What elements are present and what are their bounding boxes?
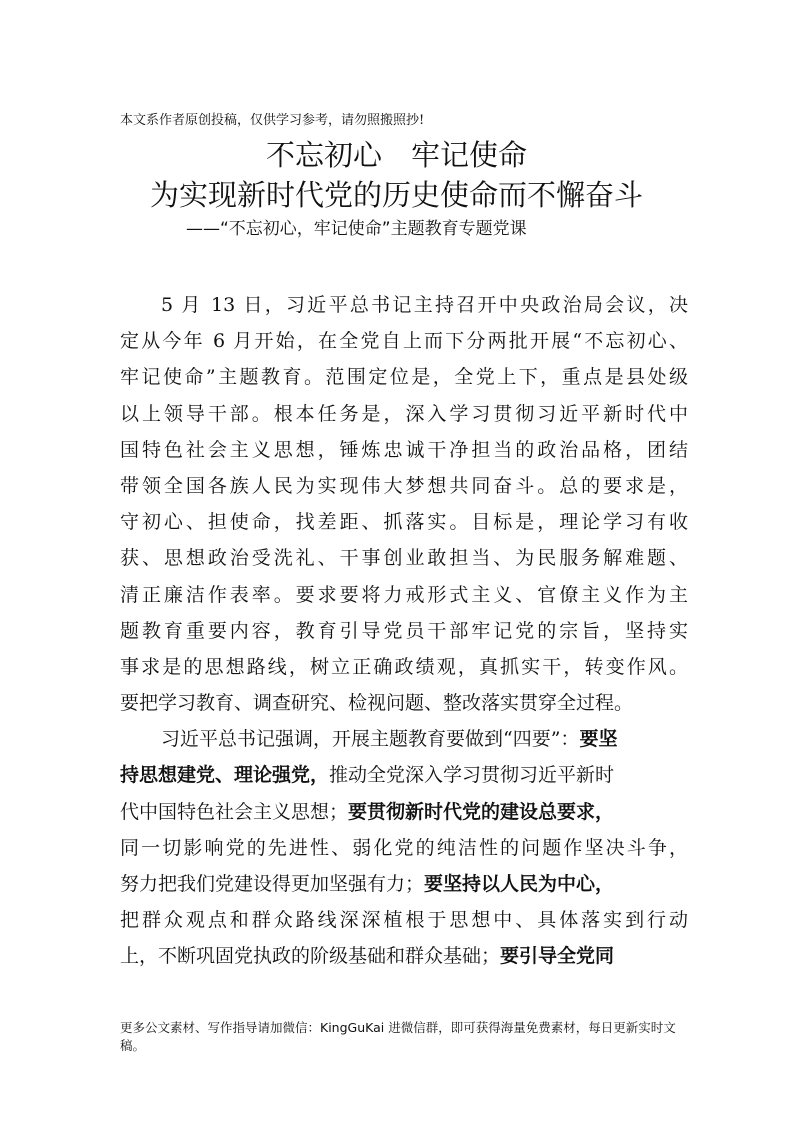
title-line-1: 不忘初心 牢记使命: [265, 138, 527, 172]
footer-note: 更多公文素材、写作指导请加微信：KingGuKai 进微信群，即可获得海量免费素材，每日更新实时文稿。: [120, 1020, 676, 1053]
text-run: 代中国特色社会主义思想；: [120, 800, 349, 823]
paragraph-line: [120, 721, 688, 757]
text-run: 上，不断巩固党执政的阶级基础和群众基础；: [120, 945, 501, 968]
paragraph-line: 5 月 13 日，习近平总书记主持召开中央政治局会议，决: [161, 294, 688, 316]
paragraph-line: [120, 902, 688, 938]
paragraph-line: [120, 830, 688, 866]
paragraph-line: 题教育重要内容，教育引导党员干部牢记党的宗旨，坚持实: [120, 619, 688, 642]
paragraph-line: [120, 757, 688, 793]
paragraph-line: [120, 938, 688, 974]
paragraph-line: [120, 866, 688, 902]
title-line-2: 为实现新时代党的历史使命而不懈奋斗: [149, 178, 643, 212]
text-run: 习近平总书记强调，开展主题教育要做到“四要”：: [161, 728, 580, 751]
paragraph-line: 要把学习教育、调查研究、检视问题、整改落实贯穿全过程。: [120, 692, 634, 715]
paragraph-line: [120, 794, 688, 830]
paragraph-line: 守初心、担使命，找差距、抓落实。目标是，理论学习有收: [120, 511, 688, 534]
bold-text-run: 要贯彻新时代党的建设总要求，: [348, 800, 615, 823]
body-text: [120, 287, 688, 975]
paragraph-line: 定从今年 6 月开始，在全党自上而下分两批开展“不忘初心、: [120, 330, 688, 353]
paragraph-line: 获、思想政治受洗礼、干事创业敢担当、为民服务解难题、: [120, 547, 688, 570]
text-run: 努力把我们党建设得更加坚强有力；: [120, 873, 425, 895]
bold-text-run: 持思想建党、理论强党，: [120, 764, 330, 787]
paragraph-line: 牢记使命”主题教育。范围定位是，全党上下，重点是县处级: [120, 366, 688, 389]
paragraph-line: 国特色社会主义思想，锤炼忠诚干净担当的政治品格，团结: [120, 438, 688, 461]
bold-text-run: 要坚: [579, 728, 618, 751]
subtitle: ——“不忘初心，牢记使命”主题教育专题党课: [186, 219, 527, 239]
bold-text-run: 要引导全党同: [500, 945, 615, 968]
paragraph-line: 清正廉洁作表率。要求要将力戒形式主义、官僚主义作为主: [120, 583, 688, 606]
paragraph-line: 以上领导干部。根本任务是，深入学习贯彻习近平新时代中: [120, 402, 688, 425]
bold-text-run: 要坚持以人民为中心，: [424, 873, 615, 895]
copyright-notice: 本文系作者原创投稿，仅供学习参考，请勿照搬照抄!: [120, 113, 425, 128]
text-run: 推动全党深入学习贯彻习近平新时: [329, 764, 615, 787]
paragraph-line: 带领全国各族人民为实现伟大梦想共同奋斗。总的要求是，: [120, 474, 688, 497]
text-run: 同一切影响党的先进性、弱化党的纯洁性的问题作坚决斗争，: [120, 836, 688, 859]
text-run: 把群众观点和群众路线深深植根于思想中、具体落实到行动: [120, 909, 688, 932]
paragraph-line: 事求是的思想路线，树立正确政绩观，真抓实干，转变作风。: [120, 655, 688, 678]
